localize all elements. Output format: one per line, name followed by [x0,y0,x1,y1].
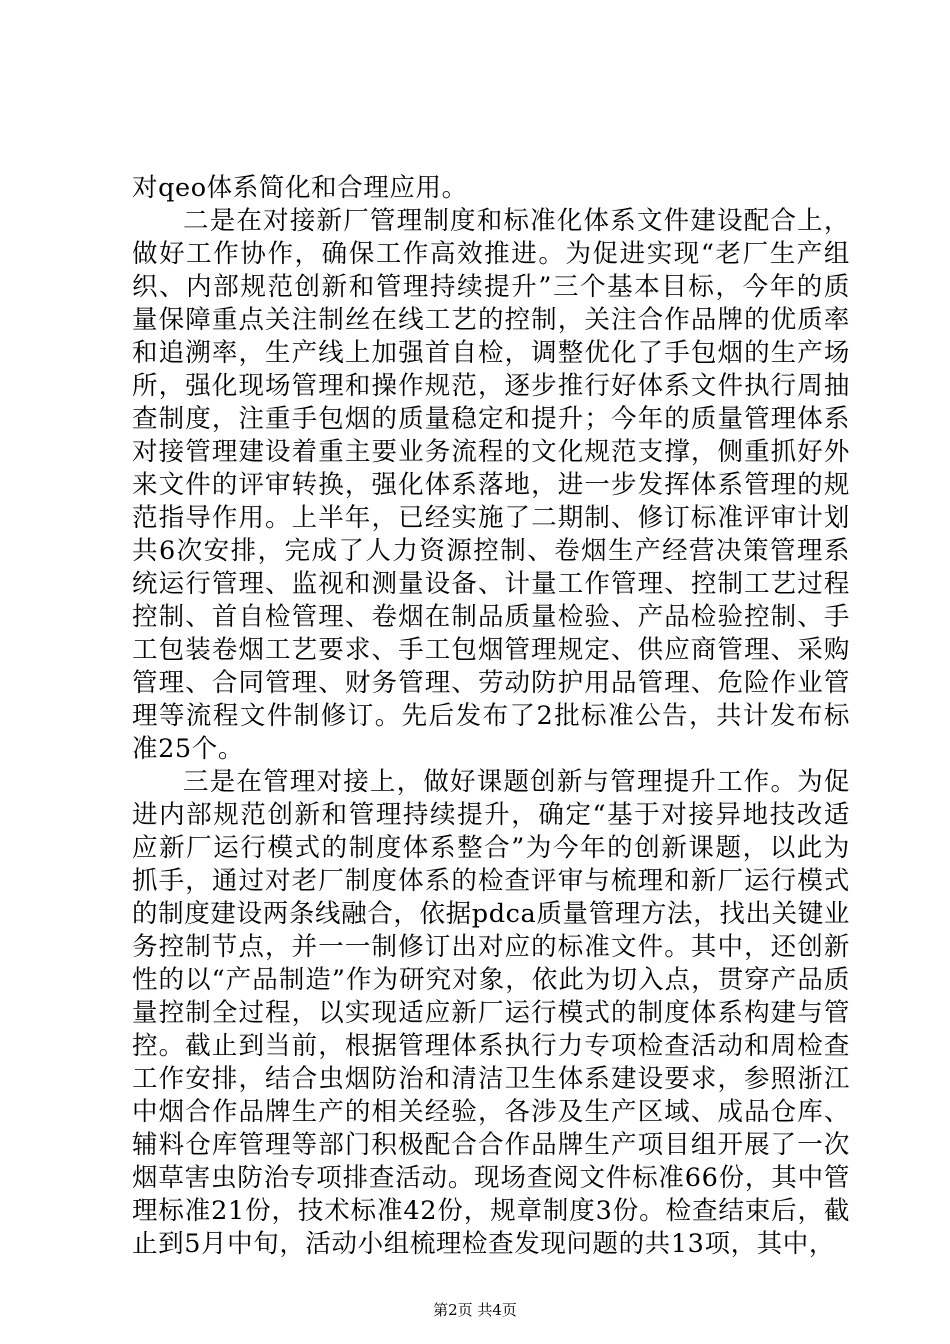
page-footer: 第2页 共4页 [433,1301,517,1319]
paragraph-third-point: 三是在管理对接上，做好课题创新与管理提升工作。为促进内部规范创新和管理持续提升，确定“基于对接异地技改适应新厂运行模式的制度体系整合”为今年的创新课题，以此为抓手，通过对老厂制度体系的检查评审与梳理和新厂运行模式的制度建设两条线融合，依据pdca质量管理方法，找出关键业务控制节点，并一一制修订出对应的标准文件。其中，还创新性的以“产品制造”作为研究对象，依此为切入点，贯穿产品质量控制全过程，以实现适应新厂运行模式的制度体系构建与管控。截止到当前，根据管理体系执行力专项检查活动和周检查工作安排，结合虫烟防治和清洁卫生体系建设要求，参照浙江中烟合作品牌生产的相关经验，各涉及生产区域、成品仓库、辅料仓库管理等部门积极配合合作品牌生产项目组开展了一次烟草害虫防治专项排查活动。现场查阅文件标准66份，其中管理标准21份，技术标准42份，规章制度3份。检查结束后，截止到5月中旬，活动小组梳理检查发现问题的共13项，其中， [132,767,850,1259]
paragraph-continuation: 对qeo体系简化和合理应用。 [132,173,468,203]
document-body [132,172,850,1261]
paragraph-second-point: 二是在对接新厂管理制度和标准化体系文件建设配合上，做好工作协作，确保工作高效推进。为促进实现“老厂生产组织、内部规范创新和管理持续提升”三个基本目标，今年的质量保障重点关注制丝在线工艺的控制，关注合作品牌的优质率和追溯率，生产线上加强首自检，调整优化了手包烟的生产场所，强化现场管理和操作规范，逐步推行好体系文件执行周抽查制度，注重手包烟的质量稳定和提升；今年的质量管理体系对接管理建设着重主要业务流程的文化规范支撑，侧重抓好外来文件的评审转换，强化体系落地，进一步发挥体系管理的规范指导作用。上半年，已经实施了二期制、修订标准评审计划共6次安排，完成了人力资源控制、卷烟生产经营决策管理系统运行管理、监视和测量设备、计量工作管理、控制工艺过程控制、首自检管理、卷烟在制品质量检验、产品检验控制、手工包装卷烟工艺要求、手工包烟管理规定、供应商管理、采购管理、合同管理、财务管理、劳动防护用品管理、危险作业管理等流程文件制修订。先后发布了2批标准公告，共计发布标准25个。 [132,206,850,764]
